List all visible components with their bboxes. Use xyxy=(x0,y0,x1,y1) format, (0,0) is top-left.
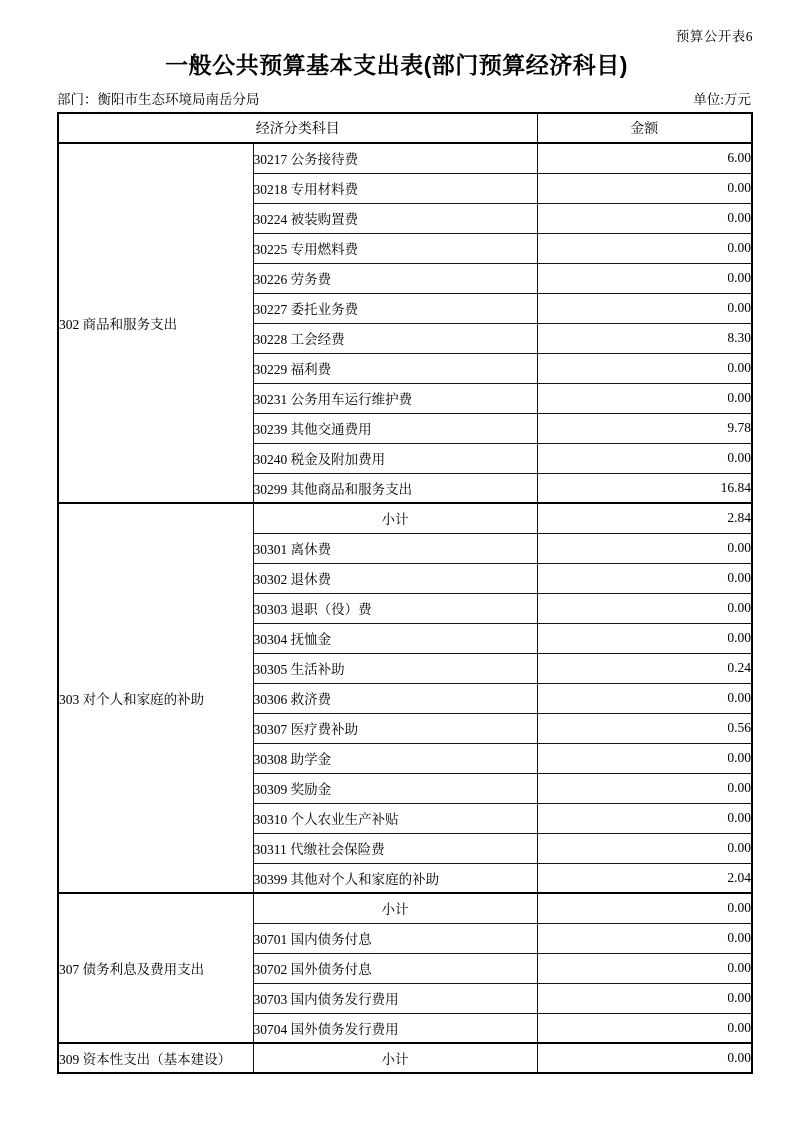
amount-cell: 0.00 xyxy=(537,923,752,953)
amount-cell: 0.00 xyxy=(537,203,752,233)
item-label-cell: 30227 委托业务费 xyxy=(253,293,537,323)
subtotal-label-cell: 小计 xyxy=(253,1043,537,1073)
table-row xyxy=(58,893,752,923)
amount-cell: 0.00 xyxy=(537,593,752,623)
subtotal-label-cell: 小计 xyxy=(253,893,537,923)
amount-cell: 0.00 xyxy=(537,893,752,923)
amount-cell: 2.84 xyxy=(537,503,752,533)
table-row xyxy=(58,1043,752,1073)
item-label-cell: 30704 国外债务发行费用 xyxy=(253,1013,537,1043)
item-label-cell: 30703 国内债务发行费用 xyxy=(253,983,537,1013)
amount-cell: 0.56 xyxy=(537,713,752,743)
amount-cell: 0.00 xyxy=(537,833,752,863)
unit-label: 单位:万元 xyxy=(693,92,751,107)
amount-cell: 0.00 xyxy=(537,563,752,593)
amount-cell: 0.00 xyxy=(537,1043,752,1073)
amount-cell: 0.00 xyxy=(537,983,752,1013)
subtotal-label-cell: 小计 xyxy=(253,503,537,533)
item-label-cell: 30231 公务用车运行维护费 xyxy=(253,383,537,413)
item-label-cell: 30224 被装购置费 xyxy=(253,203,537,233)
item-label-cell: 30702 国外债务付息 xyxy=(253,953,537,983)
amount-cell: 0.24 xyxy=(537,653,752,683)
amount-cell: 0.00 xyxy=(537,383,752,413)
amount-cell: 2.04 xyxy=(537,863,752,893)
amount-cell: 0.00 xyxy=(537,773,752,803)
amount-cell: 0.00 xyxy=(537,353,752,383)
item-label-cell: 30228 工会经费 xyxy=(253,323,537,353)
item-label-cell: 30306 救济费 xyxy=(253,683,537,713)
item-label-cell: 30308 助学金 xyxy=(253,743,537,773)
amount-cell: 0.00 xyxy=(537,953,752,983)
item-label-cell: 30299 其他商品和服务支出 xyxy=(253,473,537,503)
department-label: 部门：衡阳市生态环境局南岳分局 xyxy=(57,92,260,107)
section-group-cell: 309 资本性支出（基本建设） xyxy=(58,1043,253,1073)
amount-cell: 6.00 xyxy=(537,143,752,173)
item-label-cell: 30302 退休费 xyxy=(253,563,537,593)
amount-cell: 16.84 xyxy=(537,473,752,503)
amount-cell: 0.00 xyxy=(537,743,752,773)
amount-cell: 0.00 xyxy=(537,683,752,713)
amount-cell: 0.00 xyxy=(537,533,752,563)
amount-cell: 0.00 xyxy=(537,443,752,473)
item-label-cell: 30225 专用燃料费 xyxy=(253,233,537,263)
item-label-cell: 30305 生活补助 xyxy=(253,653,537,683)
amount-cell: 0.00 xyxy=(537,173,752,203)
item-label-cell: 30304 抚恤金 xyxy=(253,623,537,653)
amount-cell: 8.30 xyxy=(537,323,752,353)
item-label-cell: 30309 奖励金 xyxy=(253,773,537,803)
item-label-cell: 30301 离休费 xyxy=(253,533,537,563)
amount-cell: 0.00 xyxy=(537,233,752,263)
table-row xyxy=(58,143,752,173)
item-label-cell: 30226 劳务费 xyxy=(253,263,537,293)
item-label-cell: 30310 个人农业生产补贴 xyxy=(253,803,537,833)
item-label-cell: 30217 公务接待费 xyxy=(253,143,537,173)
amount-cell: 0.00 xyxy=(537,263,752,293)
amount-cell: 0.00 xyxy=(537,803,752,833)
item-label-cell: 30307 医疗费补助 xyxy=(253,713,537,743)
meta-row xyxy=(57,88,751,108)
doc-ref: 预算公开表6 xyxy=(675,29,753,44)
item-label-cell: 30239 其他交通费用 xyxy=(253,413,537,443)
header-subject-cell: 经济分类科目 xyxy=(58,113,537,143)
amount-cell: 0.00 xyxy=(537,293,752,323)
item-label-cell: 30240 税金及附加费用 xyxy=(253,443,537,473)
item-label-cell: 30303 退职（役）费 xyxy=(253,593,537,623)
budget-table-body xyxy=(58,143,752,1073)
amount-cell: 0.00 xyxy=(537,1013,752,1043)
section-group-cell: 303 对个人和家庭的补助 xyxy=(58,503,253,893)
budget-table xyxy=(57,112,753,1074)
item-label-cell: 30218 专用材料费 xyxy=(253,173,537,203)
page-title: 一般公共预算基本支出表(部门预算经济科目) xyxy=(165,52,628,78)
item-label-cell: 30229 福利费 xyxy=(253,353,537,383)
item-label-cell: 30399 其他对个人和家庭的补助 xyxy=(253,863,537,893)
table-row xyxy=(58,503,752,533)
section-group-cell: 307 债务利息及费用支出 xyxy=(58,893,253,1043)
section-group-cell: 302 商品和服务支出 xyxy=(58,143,253,503)
item-label-cell: 30701 国内债务付息 xyxy=(253,923,537,953)
amount-cell: 0.00 xyxy=(537,623,752,653)
item-label-cell: 30311 代缴社会保险费 xyxy=(253,833,537,863)
table-header-row xyxy=(58,113,752,143)
amount-cell: 9.78 xyxy=(537,413,752,443)
header-amount-cell: 金额 xyxy=(537,113,752,143)
